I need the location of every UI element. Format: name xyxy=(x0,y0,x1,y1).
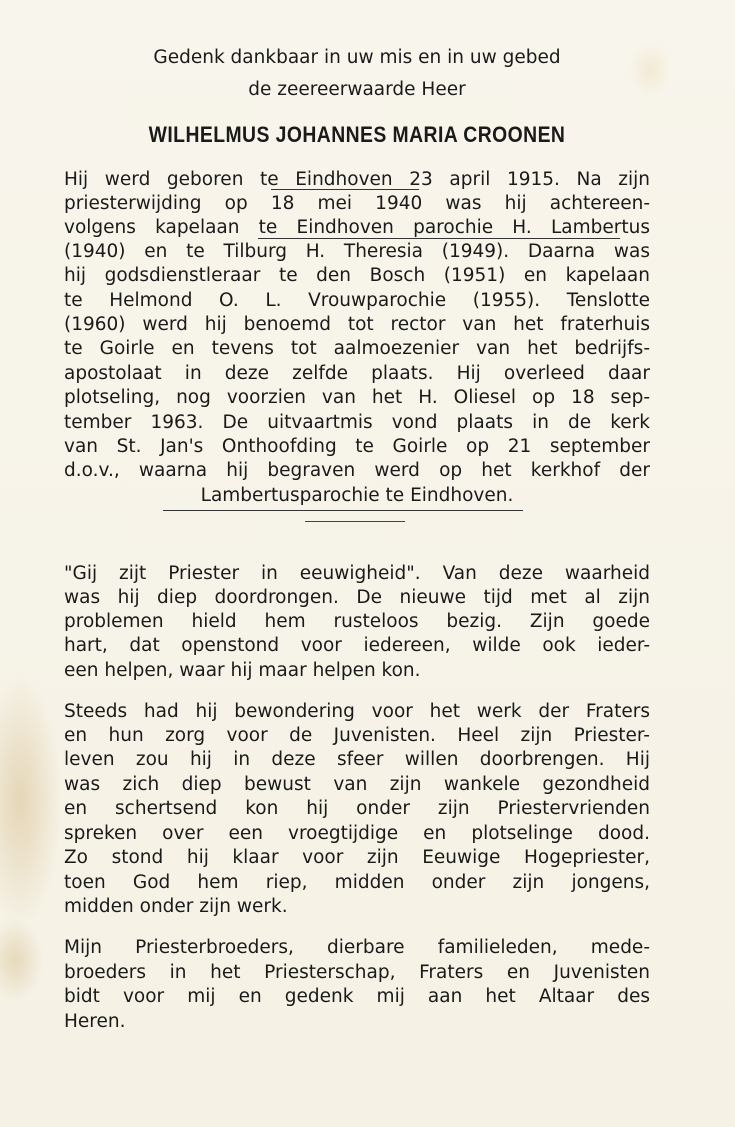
dedication-line-2: de zeereerwaarde Heer xyxy=(248,79,466,100)
biography-line: te Helmond O. L. Vrouwparochie (1955). Tenslotte xyxy=(64,290,650,311)
underline-mark xyxy=(271,189,419,190)
biography-line: plotseling, nog voorzien van het H. Oliesel op 18 sep- xyxy=(64,387,650,408)
paragraph-line: spreken over een vroegtijdige en plotselinge dood. xyxy=(64,823,650,844)
underline-mark xyxy=(258,238,620,239)
paragraph-line: toen God hem riep, midden onder zijn jongens, xyxy=(64,872,650,893)
biography-line: Lambertusparochie te Eindhoven. xyxy=(200,485,514,506)
paragraph-line: hart, dat openstond voor iedereen, wilde ook ieder- xyxy=(64,635,650,656)
paragraph-line: Steeds had hij bewondering voor het werk der Fraters xyxy=(64,701,650,722)
biography-line: volgens kapelaan te Eindhoven parochie H. Lambertus xyxy=(64,217,650,238)
paragraph-line: broeders in het Priesterschap, Fraters en Juvenisten xyxy=(64,962,650,983)
paragraph-line: "Gij zijt Priester in eeuwigheid". Van deze waarheid xyxy=(64,563,650,584)
biography-line: priesterwijding op 18 mei 1940 was hij achtereen- xyxy=(64,193,650,214)
paragraph-line: bidt voor mij en gedenk mij aan het Altaar des xyxy=(64,986,650,1007)
biography-line: (1960) werd hij benoemd tot rector van het fraterhuis xyxy=(64,314,650,335)
biography-line: (1940) en te Tilburg H. Theresia (1949). Daarna was xyxy=(64,241,650,262)
paragraph-line: Heren. xyxy=(64,1011,126,1032)
paragraph-line: leven zou hij in deze sfeer willen doorbrengen. Hij xyxy=(64,749,650,770)
biography-line: hij godsdienstleraar te den Bosch (1951) en kapelaan xyxy=(64,265,650,286)
paragraph-line: problemen hield hem rusteloos bezig. Zijn goede xyxy=(64,611,650,632)
paragraph-line: Mijn Priesterbroeders, dierbare familieleden, mede- xyxy=(64,937,650,958)
biography-line: d.o.v., waarna hij begraven werd op het kerkhof der xyxy=(64,460,650,481)
paragraph-line: was hij diep doordrongen. De nieuwe tijd met al zijn xyxy=(64,587,650,608)
dedication-line-1: Gedenk dankbaar in uw mis en in uw gebed xyxy=(153,47,561,68)
paragraph-line: een helpen, waar hij maar helpen kon. xyxy=(64,660,421,681)
section-divider xyxy=(305,521,405,522)
paragraph-line: midden onder zijn werk. xyxy=(64,896,288,917)
biography-line: te Goirle en tevens tot aalmoezenier van het bedrijfs- xyxy=(64,338,650,359)
biography-line: tember 1963. De uitvaartmis vond plaats in de kerk xyxy=(64,412,650,433)
underline-mark xyxy=(163,510,523,511)
paragraph-line: en hun zorg voor de Juvenisten. Heel zijn Priester- xyxy=(64,725,650,746)
paragraph-line: Zo stond hij klaar voor zijn Eeuwige Hogepriester, xyxy=(64,847,650,868)
deceased-name: WILHELMUS JOHANNES MARIA CROONEN xyxy=(148,122,566,147)
biography-line: apostolaat in deze zelfde plaats. Hij overleed daar xyxy=(64,363,650,384)
paragraph-line: en schertsend kon hij onder zijn Priestervrienden xyxy=(64,798,650,819)
paragraph-line: was zich diep bewust van zijn wankele gezondheid xyxy=(64,774,650,795)
biography-line: Hij werd geboren te Eindhoven 23 april 1915. Na zijn xyxy=(64,169,650,190)
biography-line: van St. Jan's Onthoofding te Goirle op 21 september xyxy=(64,436,650,457)
